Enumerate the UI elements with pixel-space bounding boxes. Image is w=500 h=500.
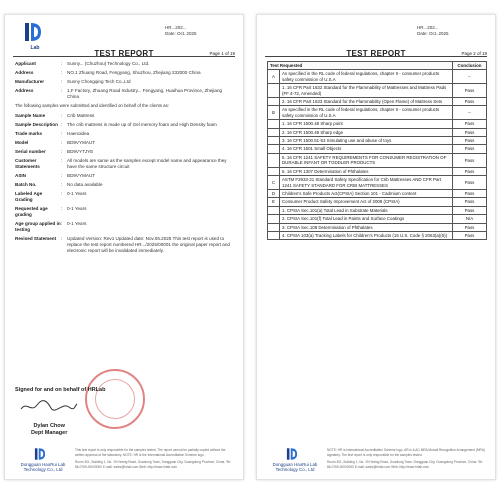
header-divider (265, 56, 487, 57)
page-header (265, 21, 487, 58)
field-row: Sample Description : The crib mattress is made up of Gel memory foam and High Density foam (15, 122, 217, 127)
table-row (268, 189, 487, 197)
table-row (268, 98, 487, 106)
field-row: Manufacturer : Sunny Chongqing Tech Co.,Ltd (15, 79, 131, 84)
header-divider (13, 56, 235, 57)
report-number: HR...202... (417, 25, 439, 30)
row-section (268, 84, 280, 98)
row-test-item: As specified in the RL code of federal regulations, chapter II - consumer products safety commission of U.S.A (280, 106, 453, 120)
row-conclusion: Pass (453, 223, 487, 231)
footer-company: Dongguan HaoRui Lab Technology Co., Ltd (272, 462, 318, 472)
row-section (268, 128, 280, 136)
row-section (268, 206, 280, 214)
table-row (268, 120, 487, 128)
row-conclusion: Pass (453, 128, 487, 136)
row-conclusion: Pass (453, 176, 487, 190)
table-row (268, 167, 487, 175)
table-row (268, 206, 487, 214)
field-row: Revised Statement : Updated Version: Rev1 Updated date: Nov.06.2025 This test report is used to replace the test report numbered HR.../2025/00001 the original paper report and electronic report will be invalidated immediately. (15, 236, 230, 253)
row-test-item: 2. 16 CFR Part 1633 Standard for the Flammability (Open Flame) of Mattress Sets (280, 98, 453, 106)
lab-logo-icon (23, 21, 43, 43)
row-test-item: 2. 16 CFR 1500.49 Sharp edge (280, 128, 453, 136)
signature-icon (19, 399, 79, 413)
row-section: B (268, 106, 280, 120)
signer (31, 423, 67, 437)
row-test-item: 1. 16 CFR 1500.48 Sharp point (280, 120, 453, 128)
row-conclusion: Pass (453, 153, 487, 167)
report-title: TEST REPORT (346, 49, 406, 58)
row-test-item: 6. 16 CFR 1307 Determination of Phthalates (280, 167, 453, 175)
field-row: Age group applied in testing : 0-1 Years (15, 221, 87, 232)
table-row (268, 84, 487, 98)
company-stamp (85, 369, 145, 429)
page-header (13, 21, 235, 58)
row-section (268, 215, 280, 223)
field-row: Labeled Age Grading : 0-1 Years (15, 191, 87, 202)
table-row (268, 137, 487, 145)
row-conclusion: N/A (453, 215, 487, 223)
row-test-item: 3. 16 CFR 1500.51-53 Simulating use and abuse of toys (280, 137, 453, 145)
field-row: ASIN : BD9VYMAUT (15, 173, 96, 178)
field-row: Sample Name : Crib Mattress (15, 113, 95, 118)
applicant-fields (15, 61, 233, 257)
signer-name: Dylan Chow (33, 423, 65, 429)
signer-title: Dept Manager (31, 430, 68, 436)
field-row: Serial number : BD9VYTJYE (15, 149, 94, 154)
table-row (268, 106, 487, 120)
row-section: A (268, 70, 280, 84)
row-test-item: 3. CPSIA Sec.108 Determination of Phthalates (280, 223, 453, 231)
field-row: Batch No. : No data available (15, 182, 103, 187)
field-row: Applicant : Sunny... (Chuzhou) Technology Co., Ltd. (15, 61, 150, 66)
field-row: Customer Statements : All models are same as the samples except model name and appearance they have the same structure circuit (15, 158, 227, 169)
row-test-item: 4. 16 CFR 1501 Small Objects (280, 145, 453, 153)
report-date: Date: Oct..2025 (165, 31, 197, 36)
row-section (268, 98, 280, 106)
row-section (268, 137, 280, 145)
row-conclusion: Pass (453, 189, 487, 197)
row-conclusion: Pass (453, 145, 487, 153)
field-row: Trade marks : Haenoidea (15, 131, 90, 136)
page-number: Page 2 of 19 (461, 51, 487, 56)
row-section (268, 223, 280, 231)
row-test-item: As specified in the RL code of federal regulations, chapter II - consumer products safety commission of U.S.A (280, 70, 453, 84)
footer-logo-icon (33, 447, 47, 461)
row-section (268, 145, 280, 153)
footer-disclaimer: NOTE: HR is International Accreditation Scheme logo. AR is ILAC-MRA Mutual Recognition Arrangement (MRA) signatory. The test report is only responsible for the samples tested. (327, 448, 486, 457)
table-row (268, 231, 487, 239)
row-conclusion: Pass (453, 206, 487, 214)
row-conclusion: -- (453, 106, 487, 120)
footer-address: This test report is only responsible for the samples tested. The report cannot be partially copied without the written approval of the laboratory. NOTE: HR is the International Accreditation Scheme logo. Room 301, Building 1, No. 19 Hexing Road, Guanlong Town, Dongguan City, Guangdong Province, China. Tel: 86-0769-00000000 E-mail: sales@hrlab.com Web: http://www.hrlab.com (75, 448, 235, 469)
field-row: Address : 1,F Factory, Zhuang Road Industry... Fengyang, Huaihua Province, Zhejiang China (15, 88, 223, 99)
row-section: D (268, 189, 280, 197)
report-title: TEST REPORT (94, 49, 154, 58)
row-section (268, 153, 280, 167)
row-conclusion: Pass (453, 137, 487, 145)
table-row (268, 70, 487, 84)
row-section: E (268, 198, 280, 206)
row-test-item: Children's Safe Products Act(CPSIA) Section 101 - Cadmium content (280, 189, 453, 197)
field-row: Model : BD9VYMAUT (15, 140, 96, 145)
report-page-1 (4, 14, 244, 480)
report-info (417, 25, 487, 37)
test-results-table (267, 61, 487, 240)
row-test-item: ASTM F2933-21 Standard Safety Specification for Crib Mattresses AND CFR Part 1241 SAFETY STANDARD FOR CRIB MATTRESSES (280, 176, 453, 190)
table-row (268, 128, 487, 136)
table-row (268, 153, 487, 167)
report-date: Date: Oct..2025 (417, 31, 449, 36)
footer-disclaimer: This test report is only responsible for the samples tested. The report cannot be partially copied without the written approval of the laboratory. NOTE: HR is the International Accreditation Scheme logo. (75, 448, 226, 457)
header-conclusion: Conclusion (453, 62, 487, 70)
row-conclusion: -- (453, 70, 487, 84)
row-conclusion: Pass (453, 231, 487, 239)
row-test-item: 2. CPSIA Sec.101(f) Total Lead in Paints and Surface Coatings (280, 215, 453, 223)
footer-logo (265, 447, 325, 473)
table-header-row (268, 62, 487, 70)
table-row (268, 176, 487, 190)
row-section (268, 231, 280, 239)
row-test-item: Consumer Product Safety Improvement Act of 2008 (CPSIA) (280, 198, 453, 206)
field-row: Address : NO.1 Zhuang Road, Fengyang, Shuzhou, Zhejiang 232000 China (15, 70, 201, 75)
report-page-2 (256, 14, 496, 480)
footer-logo-icon (285, 447, 299, 461)
row-section (268, 120, 280, 128)
footer-address: NOTE: HR is International Accreditation Scheme logo. AR is ILAC-MRA Mutual Recognition Arrangement (MRA) signatory. The test report is only responsible for the samples tested. Room 301, Building 1, No. 19 Hexing Road, Guanlong Town, Dongguan City, Guangdong Province, China. Tel: 86-0769-00000000 E-mail: sales@hrlab.com Web: http://www.hrlab.com (327, 448, 486, 469)
footer-logo (13, 447, 73, 473)
row-conclusion: Pass (453, 120, 487, 128)
row-test-item: 4. CPSIA 103(a) Tracking Labels for Children's Products (15 U.S. Code § 2063(a)(5)) (280, 231, 453, 239)
field-row: Requested age grading : 0-1 Years (15, 206, 87, 217)
row-test-item: 1. 16 CFR Part 1632 Standard for the Flammability of Mattresses and Mattress Pads (FF 4-72, Amended) (280, 84, 453, 98)
row-test-item: 5. 16 CFR 1241 SAFETY REQUIREMENTS FOR CONSUMER REGISTRATION OF DURABLE INFANT OR TODDLER PRODUCTS (280, 153, 453, 167)
table-row (268, 198, 487, 206)
logo-text: Lab (30, 45, 40, 51)
table-row (268, 215, 487, 223)
table-row (268, 145, 487, 153)
report-info (165, 25, 235, 37)
table-body (268, 70, 487, 240)
report-number: HR...202... (165, 25, 187, 30)
sample-note: The following samples were submitted and identified on behalf of the clients as: (15, 103, 170, 108)
header-test-requested: Test Requested (268, 62, 453, 70)
row-conclusion: Pass (453, 198, 487, 206)
row-conclusion: Pass (453, 167, 487, 175)
table-row (268, 223, 487, 231)
row-conclusion: Pass (453, 98, 487, 106)
footer-company: Dongguan HaoRui Lab Technology Co., Ltd (20, 462, 66, 472)
row-section (268, 167, 280, 175)
page-number: Page 1 of 19 (209, 51, 235, 56)
row-section: C (268, 176, 280, 190)
row-conclusion: Pass (453, 84, 487, 98)
signed-for: Signed for and on behalf of HRLab (15, 387, 106, 393)
row-test-item: 1. CPSIA Sec.101(a) Total Lead in Substrate Materials (280, 206, 453, 214)
